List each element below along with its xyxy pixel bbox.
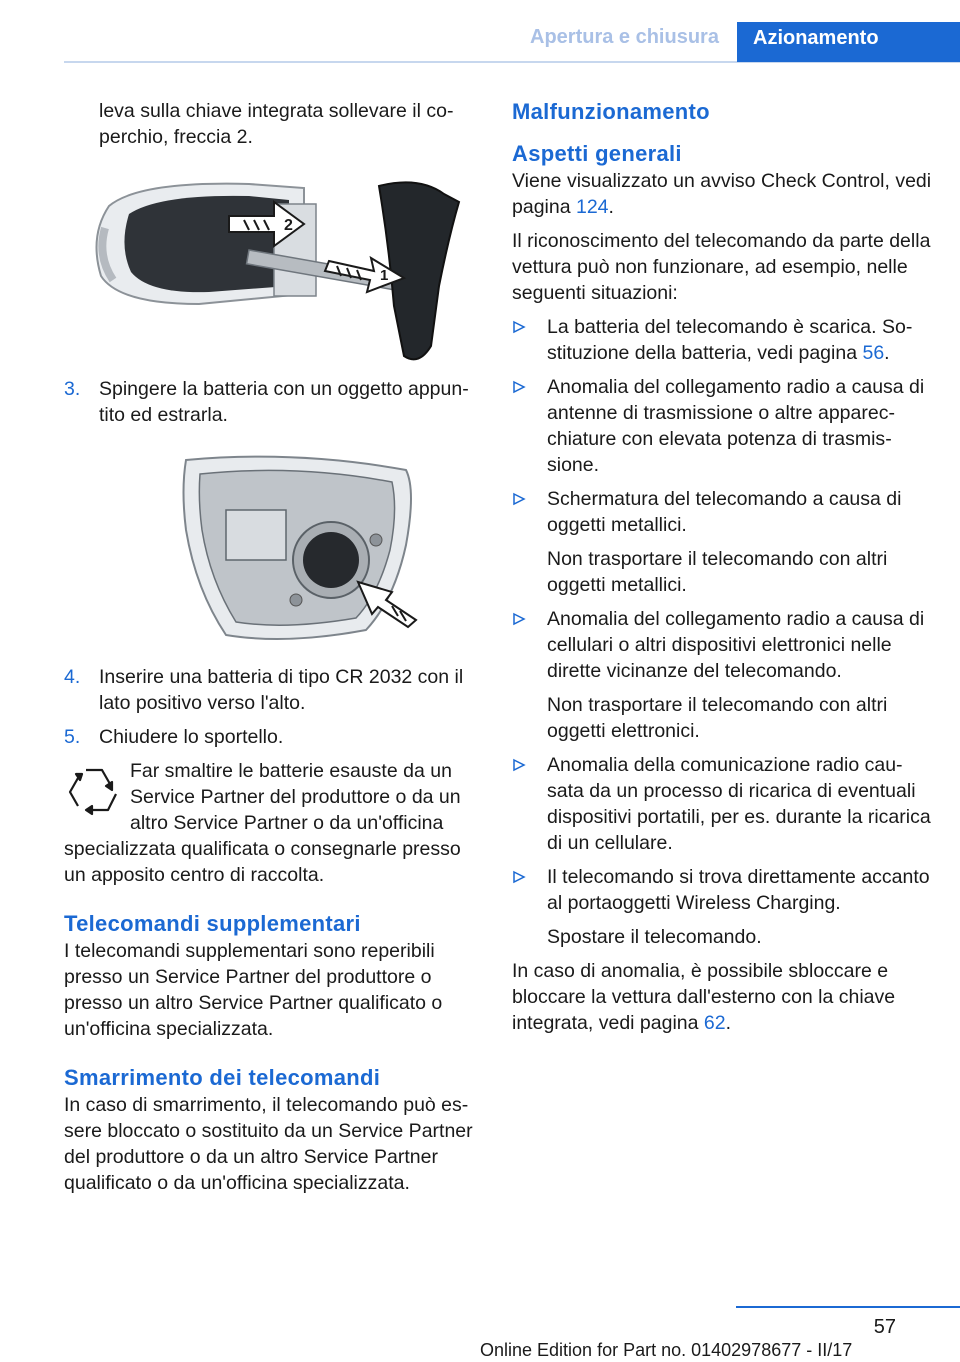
- step-number: 4.: [64, 666, 81, 688]
- recycle-icon: [66, 764, 122, 816]
- check-control-text: Viene visualizzato un avviso Check Control, vedi pagina 124.: [512, 170, 932, 218]
- page-number: 57: [873, 1316, 896, 1338]
- list-item: Anomalia del collegamento radio a causa di antenne di trasmissione o altre apparecchiature con elevata potenza di trasmissione.: [512, 374, 932, 478]
- step-number: 5.: [64, 726, 81, 748]
- intro-text: leva sulla chiave integrata sollevare il coperchio, freccia 2.: [99, 100, 454, 148]
- step-text: Chiudere lo sportello.: [99, 726, 284, 748]
- triangle-bullet-icon: [512, 380, 526, 394]
- section-title-lost: Smarrimento dei telecomandi: [64, 1065, 381, 1090]
- triangle-bullet-icon: [512, 612, 526, 626]
- footer-divider: [736, 1306, 960, 1308]
- edition-text: Online Edition for Part no. 01402978677 - II/17: [480, 1340, 853, 1360]
- step-text: Inserire una batteria di tipo CR 2032 con il lato positivo verso l'alto.: [99, 666, 464, 714]
- note-line-2: Service Partner del produttore o da un: [130, 786, 461, 808]
- list-item: Il telecomando si trova direttamente accanto al portaoggetti Wireless Charging. Spostare il telecomando.: [512, 864, 932, 950]
- arrow-1-label: 1: [380, 267, 389, 284]
- list-item: Schermatura del telecomando a causa di oggetti metallici. Non trasportare il telecomando con altri oggetti metallici.: [512, 486, 932, 598]
- triangle-bullet-icon: [512, 320, 526, 334]
- header-section-title[interactable]: Apertura e chiusura: [530, 26, 719, 48]
- key-cover-illustration: [79, 176, 479, 366]
- step-3: [64, 376, 480, 428]
- section-text-supplementary: I telecomandi supplementari sono reperibili presso un Service Partner del produttore o presso un altro Service Partner qualificato o un'officina specializzata.: [64, 940, 443, 1040]
- step-4: [64, 664, 480, 716]
- battery-illustration: [166, 450, 418, 650]
- header-tab-label: Azionamento: [753, 27, 879, 49]
- step-text: Spingere la batteria con un oggetto appuntito ed estrarla.: [99, 378, 469, 426]
- right-column: [512, 98, 932, 1036]
- list-item: La batteria del telecomando è scarica. Sostituzione della batteria, vedi pagina 56.: [512, 314, 932, 366]
- section-title-malfunction: Malfunzionamento: [512, 99, 710, 124]
- recycling-note: [64, 758, 480, 888]
- triangle-bullet-icon: [512, 758, 526, 772]
- arrow-2-label: 2: [284, 217, 293, 234]
- left-column: [64, 98, 480, 1196]
- malfunction-list: [512, 314, 932, 950]
- list-item: Anomalia del collegamento radio a causa di cellulari o altri dispositivi elettronici nelle dirette vicinanze del telecomando. Non trasportare il telecomando con altri oggetti elettronici.: [512, 606, 932, 744]
- section-title-supplementary: Telecomandi supplementari: [64, 911, 361, 936]
- note-rest: specializzata qualificata o consegnarle presso un apposito centro di raccolta.: [64, 838, 461, 886]
- note-line-1: Far smaltire le batterie esauste da un: [130, 760, 452, 782]
- note-line-3: altro Service Partner o da un'officina: [130, 812, 444, 834]
- section-text-lost: In caso di smarrimento, il telecomando può essere bloccato o sostituito da un Service Partner del produttore o da un altro Service Partner qualificato o da un'officina specializzata.: [64, 1094, 473, 1194]
- page-link-124[interactable]: 124: [575, 196, 609, 218]
- recognition-text: Il riconoscimento del telecomando da parte della vettura può non funzionare, ad esempio, nelle seguenti situazioni:: [512, 230, 931, 304]
- header-active-tab[interactable]: [737, 22, 960, 62]
- triangle-bullet-icon: [512, 870, 526, 884]
- step-5: [64, 724, 480, 750]
- list-item: Anomalia della comunicazione radio causata da un processo di ricarica di eventuali dispositivi portatili, per es. durante la ricarica di un cellulare.: [512, 752, 932, 856]
- triangle-bullet-icon: [512, 492, 526, 506]
- page-link-56[interactable]: 56: [862, 342, 885, 364]
- anomaly-text: In caso di anomalia, è possibile sbloccare e bloccare la vettura dall'esterno con la chiave integrata, vedi pagina 62.: [512, 960, 896, 1034]
- step-number: 3.: [64, 378, 81, 400]
- key-open-illustration-svg: [79, 176, 479, 366]
- subsection-title-general: Aspetti generali: [512, 141, 682, 166]
- battery-compartment-svg: [166, 450, 418, 650]
- page-link-62[interactable]: 62: [703, 1012, 726, 1034]
